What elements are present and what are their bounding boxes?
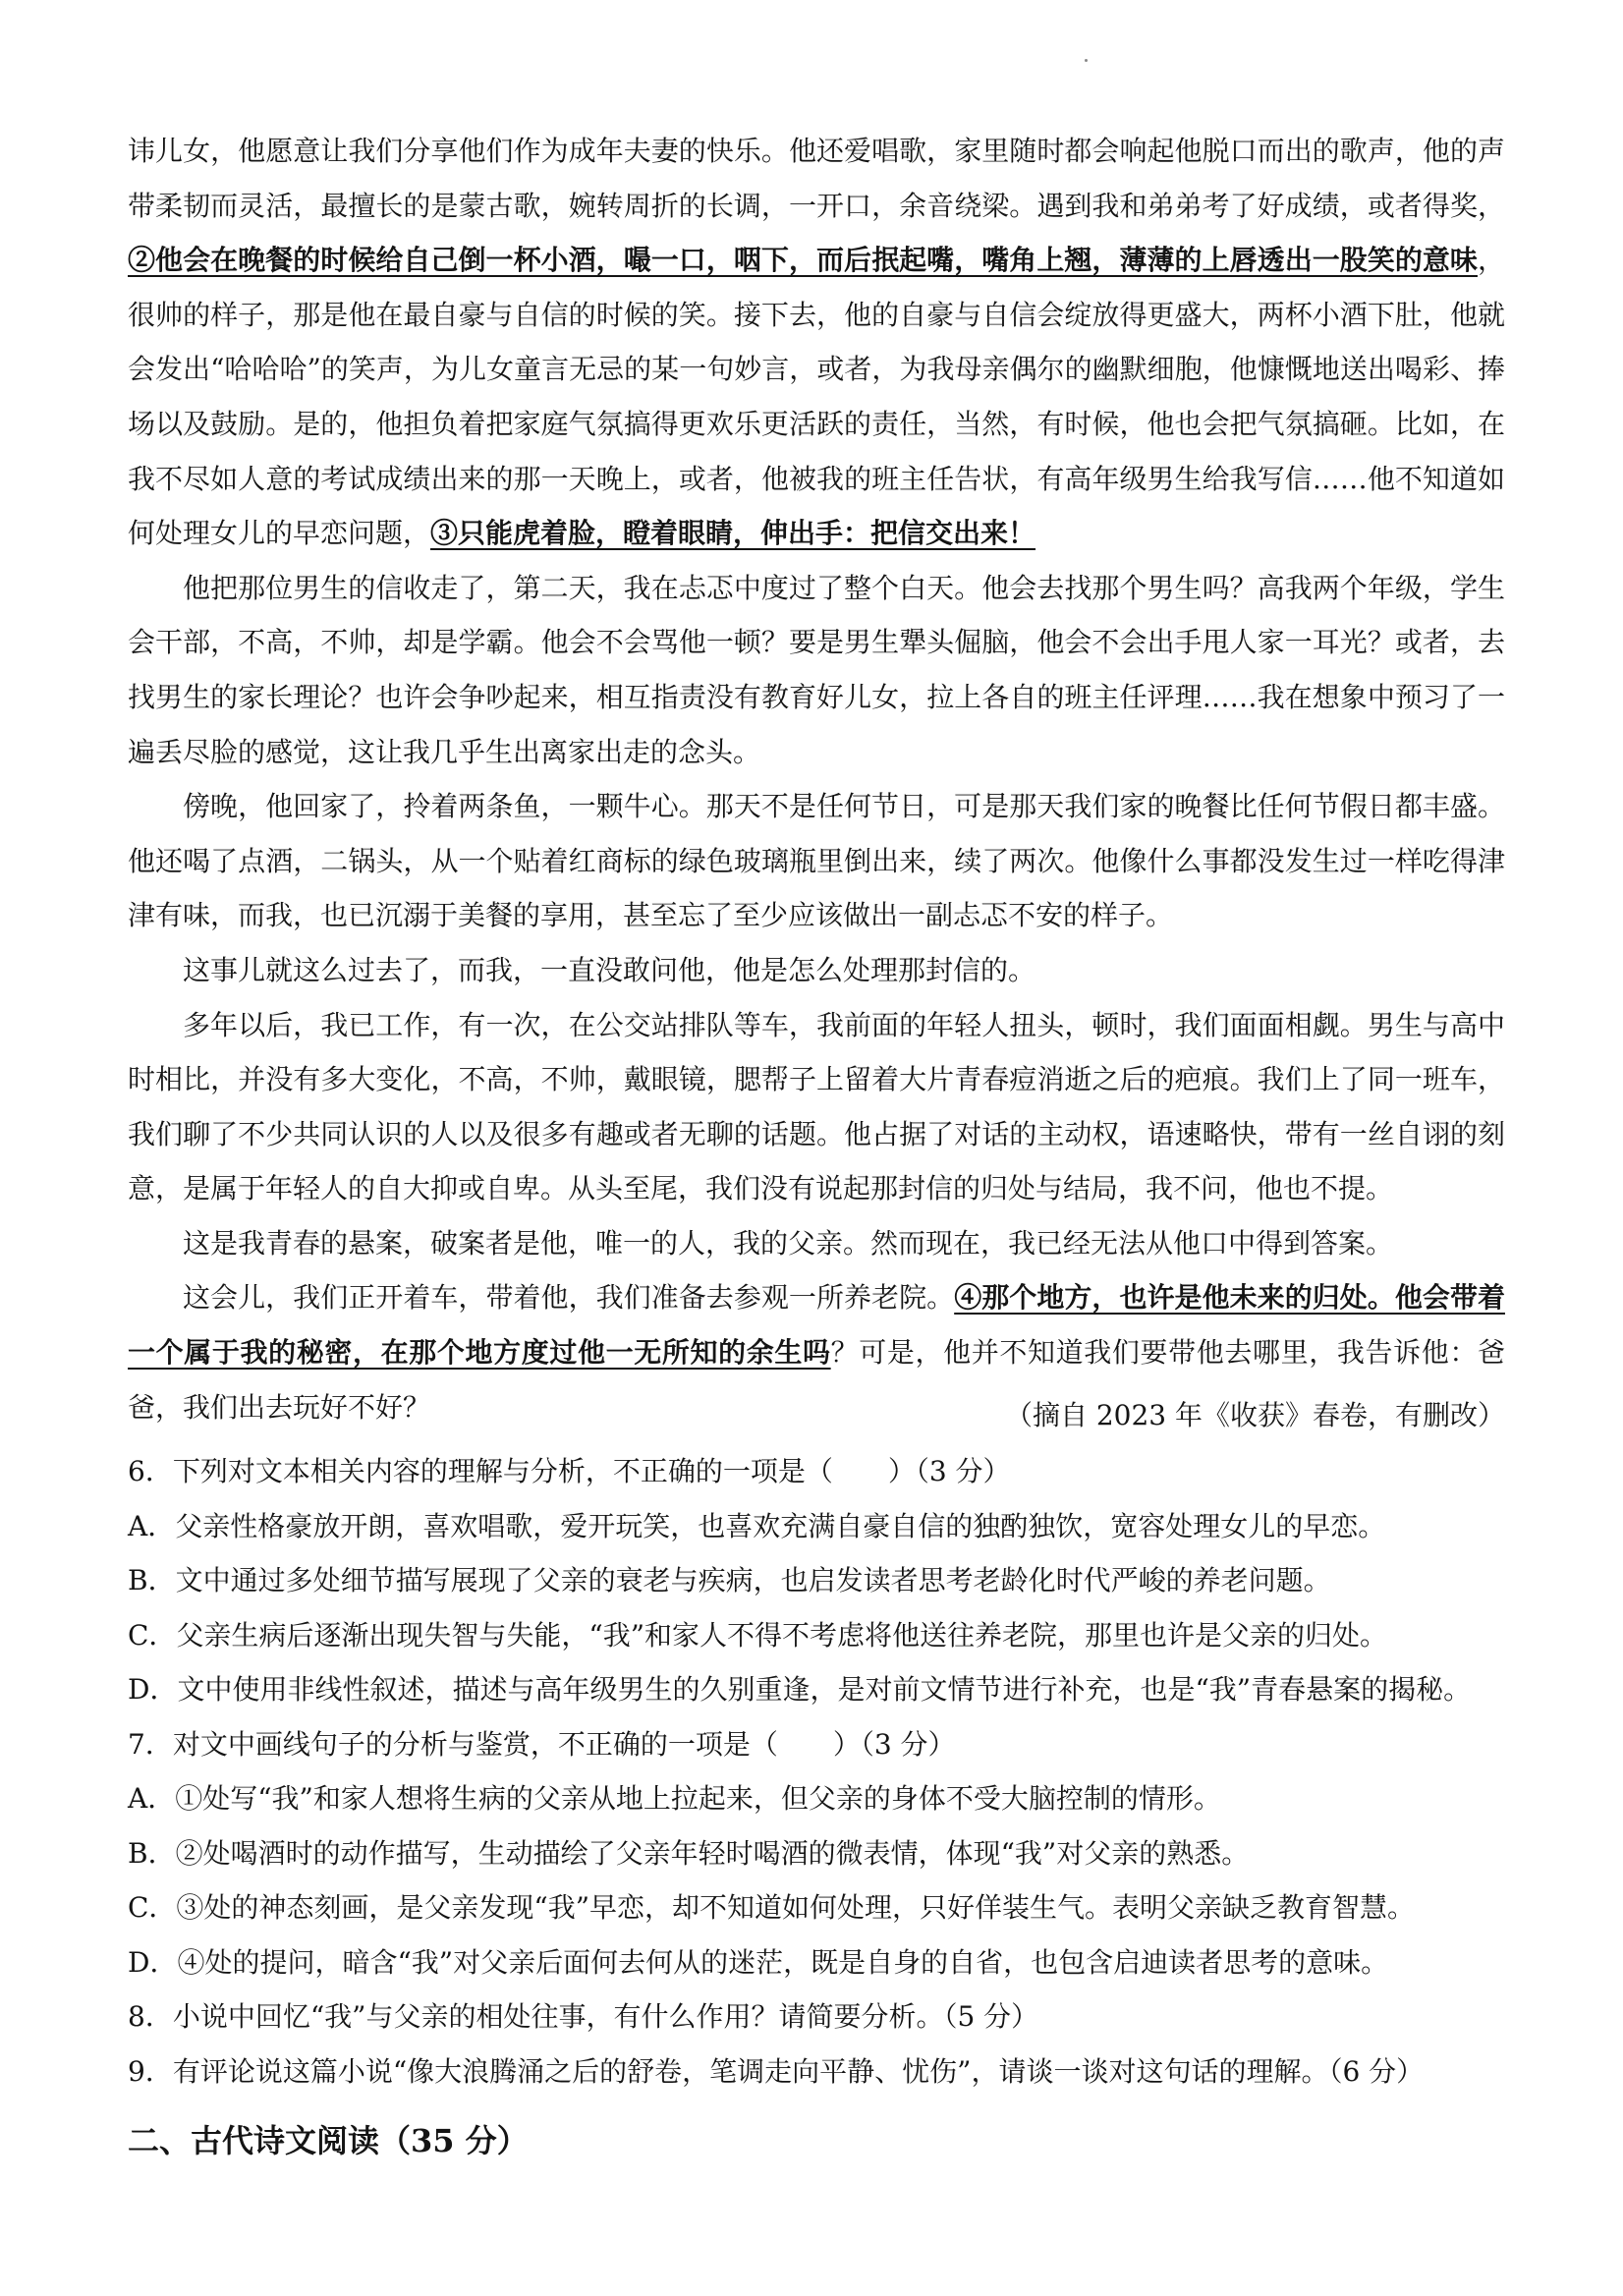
question-9: 9．有评论说这篇小说“像大浪腾涌之后的舒卷，笔调走向平静、忧伤”，请谈一谈对这句话的理解。（6 分）: [128, 2054, 1425, 2088]
question-7-option-a: A．①处写“我”和家人想将生病的父亲从地上拉起来，但父亲的身体不受大脑控制的情形。: [128, 1782, 1221, 1815]
question-7-option-c: C．③处的神态刻画，是父亲发现“我”早恋，却不知道如何处理，只好佯装生气。表明父亲缺乏教育智慧。: [128, 1891, 1416, 1924]
story-text: [128, 124, 1505, 1434]
page-mark: [1085, 59, 1088, 62]
paragraph-6: 这是我青春的悬案，破案者是他，唯一的人，我的父亲。然而现在，我已经无法从他口中得到答案。: [183, 1226, 1394, 1260]
source-citation: （摘自 2023 年《收获》春卷，有删改）: [1004, 1399, 1505, 1431]
question-7-option-d: D．④处的提问，暗含“我”对父亲后面何去何从的迷茫，既是自身的自省，也包含启迪读者思考的意味。: [128, 1945, 1389, 1979]
question-6: 6．下列对文本相关内容的理解与分析，不正确的一项是（ ）（3 分）: [128, 1455, 1011, 1487]
p7-text-after: ？可是，他并不知道我们要带他去哪里，我告诉他：爸爸，我们出去玩好不好？: [128, 1336, 1505, 1424]
underlined-sentence-2: ②他会在晚餐的时候给自己倒一杯小酒，嘬一口，咽下，而后抿起嘴，嘴角上翘，薄薄的上唇透出一股笑的意味: [128, 244, 1478, 277]
underlined-sentence-3: ③只能虎着脸，瞪着眼睛，伸出手：把信交出来！: [430, 517, 1036, 550]
p1-text-middle: ，很帅的样子，那是他在最自豪与自信的时候的笑。接下去，他的自豪与自信会绽放得更盛大，两杯小酒下肚，他就会发出“哈哈哈”的笑声，为儿女童言无忌的某一句妙言，或者，为我母亲偶尔的幽默细胞，他慷慨地送出喝彩、捧场以及鼓励。是的，他担负着把家庭气氛搞得更欢乐更活跃的责任，当然，有时候，他也会把气氛搞砸。比如，在我不尽如人意的考试成绩出来的那一天晚上，或者，他被我的班主任告状，有高年级男生给我写信……他不知道如何处理女儿的早恋问题，: [128, 244, 1505, 550]
question-6-option-c: C．父亲生病后逐渐出现失智与失能，“我”和家人不得不考虑将他送往养老院，那里也许是父亲的归处。: [128, 1618, 1388, 1652]
question-6-option-b: B．文中通过多处细节描写展现了父亲的衰老与疾病，也启发读者思考老龄化时代严峻的养老问题。: [128, 1564, 1331, 1596]
paragraph-3: 傍晚，他回家了，拎着两条鱼，一颗牛心。那天不是任何节日，可是那天我们家的晚餐比任何节假日都丰盛。他还喝了点酒，二锅头，从一个贴着红商标的绿色玻璃瓶里倒出来，续了两次。他像什么事都没发生过一样吃得津津有味，而我，也已沉溺于美餐的享用，甚至忘了至少应该做出一副忐忑不安的样子。: [128, 790, 1505, 932]
question-8: 8．小说中回忆“我”与父亲的相处往事，有什么作用？请简要分析。（5 分）: [128, 2000, 1039, 2033]
p1-text-before: 讳儿女，他愿意让我们分享他们作为成年夫妻的快乐。他还爱唱歌，家里随时都会响起他脱口而出的歌声，他的声带柔韧而灵活，最擅长的是蒙古歌，婉转周折的长调，一开口，余音绕梁。遇到我和弟弟考了好成绩，或者得奖，: [128, 135, 1505, 222]
question-6-option-d: D．文中使用非线性叙述，描述与高年级男生的久别重逢，是对前文情节进行补充，也是“我”青春悬案的揭秘。: [128, 1673, 1472, 1706]
question-list: [128, 1444, 1505, 2099]
question-7: 7．对文中画线句子的分析与鉴赏，不正确的一项是（ ）（3 分）: [128, 1727, 956, 1761]
paragraph-2: 他把那位男生的信收走了，第二天，我在忐忑中度过了整个白天。他会去找那个男生吗？高我两个年级，学生会干部，不高，不帅，却是学霸。他会不会骂他一顿？要是男生犟头倔脑，他会不会出手甩人家一耳光？或者，去找男生的家长理论？也许会争吵起来，相互指责没有教育好儿女，拉上各自的班主任评理……我在想象中预习了一遍丢尽脸的感觉，这让我几乎生出离家出走的念头。: [128, 571, 1505, 768]
underlined-sentence-4: ④那个地方，也许是他未来的归处。他会带着一个属于我的秘密，在那个地方度过他一无所知的余生吗: [128, 1281, 1505, 1370]
paragraph-1: [128, 124, 1505, 561]
section-heading: 二、古代诗文阅读（35 分）: [128, 2122, 529, 2159]
paragraph-4: 这事儿就这么过去了，而我，一直没敢问他，他是怎么处理那封信的。: [183, 953, 1036, 986]
p7-text-before: 这会儿，我们正开着车，带着他，我们准备去参观一所养老院。: [183, 1281, 955, 1315]
question-6-option-a: A．父亲性格豪放开朗，喜欢唱歌，爱开玩笑，也喜欢充满自豪自信的独酌独饮，宽容处理女儿的早恋。: [128, 1509, 1386, 1542]
paragraph-5: 多年以后，我已工作，有一次，在公交站排队等车，我前面的年轻人扭头，顿时，我们面面相觑。男生与高中时相比，并没有多大变化，不高，不帅，戴眼镜，腮帮子上留着大片青春痘消逝之后的疤痕。我们上了同一班车，我们聊了不少共同认识的人以及很多有趣或者无聊的话题。他占据了对话的主动权，语速略快，带有一丝自诩的刻意，是属于年轻人的自大抑或自卑。从头至尾，我们没有说起那封信的归处与结局，我不问，他也不提。: [128, 1008, 1505, 1205]
question-7-option-b: B．②处喝酒时的动作描写，生动描绘了父亲年轻时喝酒的微表情，体现“我”对父亲的熟悉。: [128, 1836, 1250, 1870]
